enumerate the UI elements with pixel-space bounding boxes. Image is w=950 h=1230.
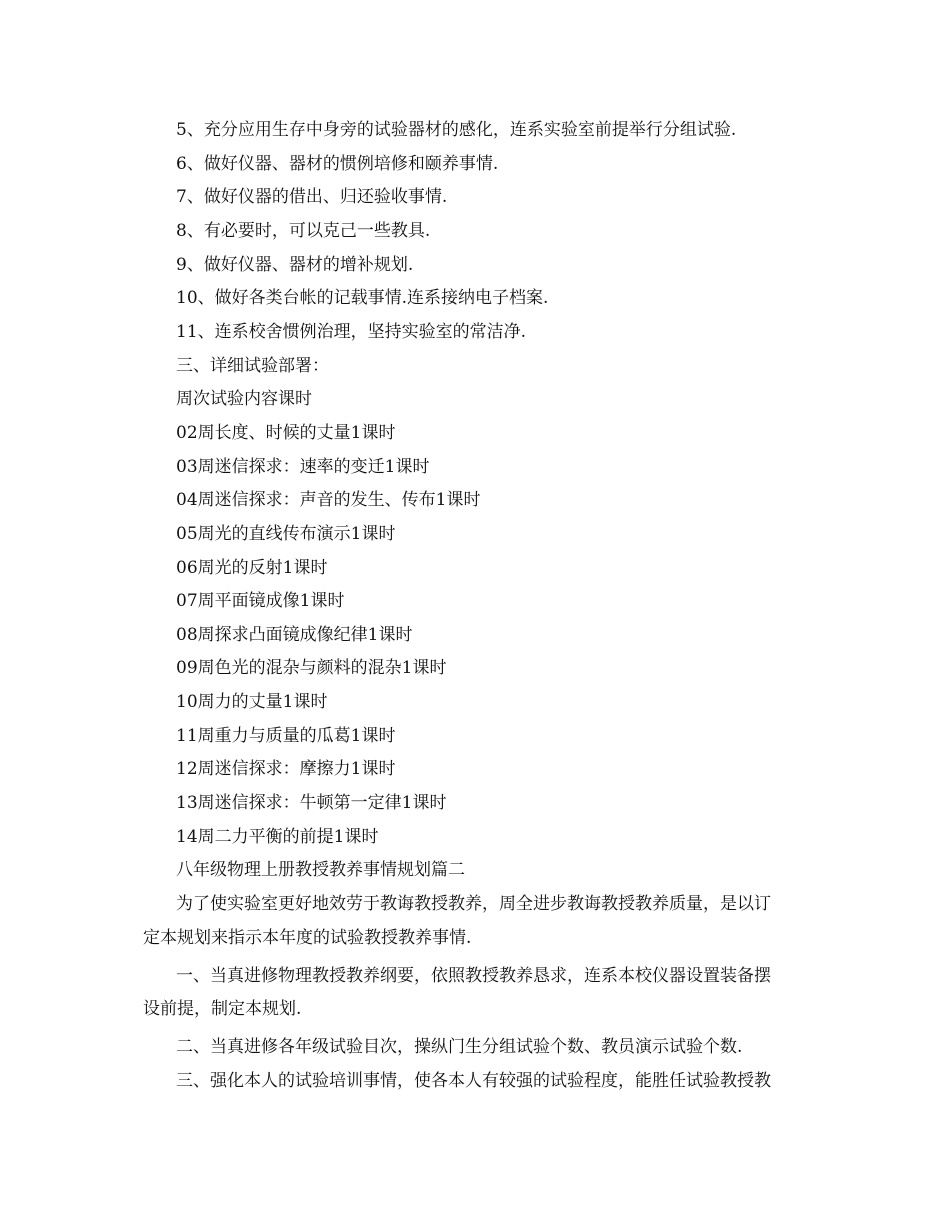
text-line: 7、做好仪器的借出、归还验收事情.	[176, 187, 448, 207]
schedule-row: 12周迷信探求：摩擦力1课时	[176, 759, 396, 779]
text-line: 10、做好各类台帐的记载事情.连系接纳电子档案.	[176, 288, 549, 308]
text-line: 9、做好仪器、器材的增补规划.	[176, 255, 414, 275]
section-title: 八年级物理上册教授教养事情规划篇二	[176, 860, 465, 880]
schedule-header: 周次试验内容课时	[176, 389, 312, 409]
schedule-row: 04周迷信探求：声音的发生、传布1课时	[176, 490, 481, 510]
schedule-row: 07周平面镜成像1课时	[176, 591, 345, 611]
paragraph-line: 一、当真进修物理教授教养纲要，依照教授教养恳求，连系本校仪器设置装备摆	[176, 966, 771, 986]
paragraph-line: 定本规划来指示本年度的试验教授教养事情.	[143, 928, 472, 948]
schedule-row: 02周长度、时候的丈量1课时	[176, 423, 396, 443]
text-line: 8、有必要时，可以克己一些教具.	[176, 221, 431, 241]
schedule-row: 10周力的丈量1课时	[176, 692, 328, 712]
text-line: 11、连系校舍惯例治理，坚持实验室的常洁净.	[176, 322, 527, 342]
paragraph-line: 三、强化本人的试验培训事情，使各本人有较强的试验程度，能胜任试验教授教	[176, 1071, 771, 1091]
schedule-row: 06周光的反射1课时	[176, 558, 328, 578]
schedule-row: 11周重力与质量的瓜葛1课时	[176, 726, 396, 746]
schedule-row: 03周迷信探求：速率的变迁1课时	[176, 457, 430, 477]
schedule-row: 13周迷信探求：牛顿第一定律1课时	[176, 793, 447, 813]
paragraph-line: 二、当真进修各年级试验目次，操纵门生分组试验个数、教员演示试验个数.	[176, 1037, 743, 1057]
schedule-row: 05周光的直线传布演示1课时	[176, 524, 396, 544]
paragraph-line: 为了使实验室更好地效劳于教诲教授教养，周全进步教诲教授教养质量，是以订	[176, 894, 771, 914]
section-heading: 三、详细试验部署：	[176, 356, 329, 376]
schedule-row: 14周二力平衡的前提1课时	[176, 827, 379, 847]
text-line: 5、充分应用生存中身旁的试验器材的感化，连系实验室前提举行分组试验.	[176, 120, 737, 140]
text-line: 6、做好仪器、器材的惯例培修和颐养事情.	[176, 154, 499, 174]
schedule-row: 09周色光的混杂与颜料的混杂1课时	[176, 658, 447, 678]
schedule-row: 08周探求凸面镜成像纪律1课时	[176, 625, 413, 645]
paragraph-line: 设前提，制定本规划.	[143, 999, 302, 1019]
